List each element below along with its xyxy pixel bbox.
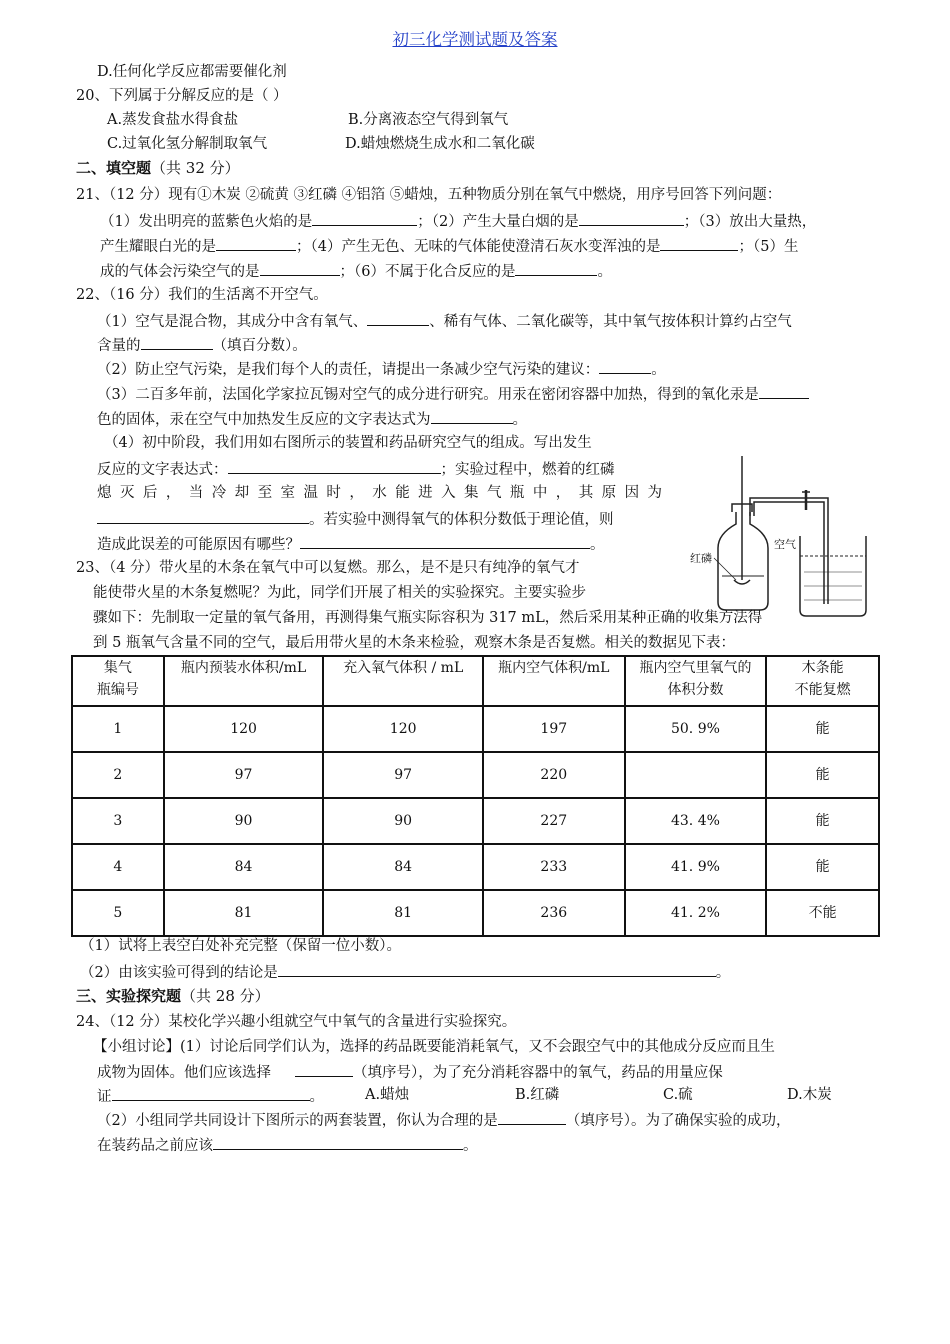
table-cell: 能 (766, 798, 879, 844)
answer-blank[interactable] (112, 1085, 310, 1101)
text-char: 至 (257, 485, 273, 501)
answer-blank[interactable] (367, 310, 429, 326)
column-header: 充入氧气体积 / mL (323, 656, 483, 706)
text-char: 冷 (211, 485, 227, 501)
q24-option-a: A.蜡烛 (365, 1087, 410, 1103)
table-cell: 197 (483, 706, 625, 752)
table-cell: 能 (766, 706, 879, 752)
column-header: 瓶内空气里氧气的 体积分数 (625, 656, 767, 706)
table-row (72, 752, 879, 798)
answer-blank[interactable] (278, 961, 716, 977)
q24-discussion-line5: 在装药品之前应该 。 (97, 1134, 478, 1156)
text-char: 集 (464, 485, 479, 501)
table-cell: 能 (766, 844, 879, 890)
column-header: 瓶内空气体积/mL (483, 656, 625, 706)
q24-option-c: C.硫 (663, 1087, 693, 1103)
text-char: 能 (395, 485, 410, 501)
section2-heading (76, 158, 240, 178)
answer-blank[interactable] (498, 1109, 566, 1125)
text-char: 瓶 (509, 485, 525, 501)
table-cell: 41. 9% (625, 844, 767, 890)
table-cell: 236 (483, 890, 625, 936)
table-cell: 1 (72, 706, 164, 752)
text-char: 入 (441, 485, 456, 501)
table-cell: 不能 (766, 890, 879, 936)
q23-line2: 能使带火星的木条复燃呢？为此，同学们开展了相关的实验探究。主要实验步 (93, 585, 586, 601)
text-char: ， (349, 485, 364, 501)
q24-option-d: D.木炭 (787, 1087, 832, 1103)
text-char: 当 (188, 485, 204, 501)
q24-discussion-line1: 【小组讨论】(1）讨论后同学们认为，选择的药品既要能消耗氧气，又不会跟空气中的其他成分反应而且生 (93, 1039, 775, 1055)
answer-cell[interactable] (625, 752, 767, 798)
q20-option-b: B.分离液态空气得到氧气 (348, 112, 509, 128)
label-air: 空气 (774, 538, 796, 551)
text-char: 进 (418, 485, 433, 501)
answer-blank[interactable] (213, 1134, 463, 1150)
text-char: 原 (601, 485, 617, 501)
answer-blank[interactable] (599, 358, 651, 374)
answer-blank[interactable] (431, 408, 513, 424)
table-cell: 120 (323, 706, 483, 752)
phosphorus-spoon (734, 580, 750, 584)
section3-points: （共 28 分） (181, 987, 270, 1005)
q22-s4-line2: 反应的文字表达式： ；实验过程中，燃着的红磷 (97, 458, 615, 480)
q21-line2: 产生耀眼白光的是 ；（4）产生无色、无味的气体能使澄清石灰水变浑浊的是 ；（5）生 (100, 235, 798, 257)
text-char: 中 (532, 485, 548, 501)
q23-sub2: （2）由该实验可得到的结论是 。 (80, 961, 730, 983)
table-cell: 81 (323, 890, 483, 936)
table-cell: 50. 9% (625, 706, 767, 752)
q22-s3-line1: （3）二百多年前，法国化学家拉瓦锡对空气的成分进行研究。用汞在密闭容器中加热，得到的氧化汞是 (97, 383, 809, 405)
q22-stem: 22、（16 分）我们的生活离不开空气。 (76, 287, 328, 303)
q24-discussion-line3: 证 。 (97, 1085, 324, 1107)
answer-blank[interactable] (141, 334, 213, 350)
table-cell: 220 (483, 752, 625, 798)
text-char: 为 (647, 485, 662, 501)
q20-stem: 20、下列属于分解反应的是（ ） (76, 88, 288, 104)
collecting-bottle (718, 512, 768, 610)
column-header: 集气 瓶编号 (72, 656, 164, 706)
q23-line3: 骤如下：先制取一定量的氧气备用，再测得集气瓶实际容积为 317 mL，然后采用某种正确的收集方法得 (93, 610, 763, 626)
text-char: ， (555, 485, 571, 501)
q22-s3-line2: 色的固体，汞在空气中加热发生反应的文字表达式为 。 (97, 408, 527, 430)
text-char: 后 (142, 485, 158, 501)
page-title[interactable]: 初三化学测试题及答案 (392, 30, 558, 49)
section2-points: （共 32 分） (151, 159, 240, 177)
beaker (800, 536, 866, 616)
table-cell: 90 (164, 798, 324, 844)
q20-option-a: A.蒸发食盐水得食盐 (107, 112, 239, 128)
q20-option-c: C.过氧化氢分解制取氧气 (107, 136, 268, 152)
q21-line1: （1）发出明亮的蓝紫色火焰的是 ；（2）产生大量白烟的是 ；（3）放出大量热， (100, 210, 816, 232)
table-cell: 5 (72, 890, 164, 936)
column-header: 木条能 不能复燃 (766, 656, 879, 706)
answer-blank[interactable] (228, 458, 441, 474)
table-cell: 能 (766, 752, 879, 798)
text-char: 因 (624, 485, 640, 501)
section3-title: 三、实验探究题 (76, 987, 182, 1005)
q19-option-d: D.任何化学反应都需要催化剂 (97, 64, 287, 80)
table-row (72, 844, 879, 890)
table-cell: 227 (483, 798, 625, 844)
text-char: 气 (486, 485, 502, 501)
answer-blank[interactable] (97, 508, 309, 524)
q22-s4-line4: 。若实验中测得氧气的体积分数低于理论值，则 (97, 508, 614, 530)
q23-sub1: （1）试将上表空白处补充完整（保留一位小数）。 (80, 938, 401, 954)
table-cell: 43. 4% (625, 798, 767, 844)
q24-option-b: B.红磷 (515, 1087, 560, 1103)
q22-s4-line3 (97, 483, 662, 503)
connecting-tube (750, 498, 828, 604)
text-char: 时 (326, 485, 341, 501)
table-row (72, 798, 879, 844)
q20-option-d: D.蜡烛燃烧生成水和二氧化碳 (345, 136, 535, 152)
label-phosphorus: 红磷 (690, 552, 712, 565)
table-cell: 120 (164, 706, 324, 752)
text-char: 室 (280, 485, 295, 501)
table-cell: 81 (164, 890, 324, 936)
table-header-row (72, 656, 879, 706)
table-cell: 90 (323, 798, 483, 844)
text-char: ， (165, 485, 181, 501)
section2-title: 二、填空题 (76, 159, 152, 177)
table-cell: 84 (323, 844, 483, 890)
table-cell: 41. 2% (625, 890, 767, 936)
q24-discussion-line4: （2）小组同学共同设计下图所示的两套装置，你认为合理的是 （填序号）。为了确保实验的成功， (97, 1109, 790, 1131)
q23-line4: 到 5 瓶氧气含量不同的空气，最后用带火星的木条来检验，观察木条是否复燃。相关的数据见下表： (93, 635, 735, 651)
q23-line1: 23、（4 分）带火星的木条在氧气中可以复燃。那么，是不是只有纯净的氧气才 (76, 560, 580, 576)
table-row (72, 890, 879, 936)
q22-s1-line2: 含量的 （填百分数）。 (97, 334, 307, 356)
q22-s2: （2）防止空气污染，是我们每个人的责任，请提出一条减少空气污染的建议： 。 (97, 358, 666, 380)
answer-blank[interactable] (515, 260, 597, 276)
table-cell: 84 (164, 844, 324, 890)
table-cell: 3 (72, 798, 164, 844)
answer-blank[interactable] (759, 383, 809, 399)
text-char: 水 (372, 485, 387, 501)
apparatus-figure (688, 452, 888, 622)
q22-s1-line1: （1）空气是混合物，其成分中含有氧气、 、稀有气体、二氧化碳等，其中氧气按体积计算约占空气 (97, 310, 792, 332)
table-cell: 2 (72, 752, 164, 798)
table-cell: 97 (164, 752, 324, 798)
q22-s4-line1: （4）初中阶段，我们用如右图所示的装置和药品研究空气的组成。写出发生 (104, 435, 592, 451)
q24-stem: 24、（12 分）某校化学兴趣小组就空气中氧气的含量进行实验探究。 (76, 1014, 517, 1030)
table-cell: 4 (72, 844, 164, 890)
table-cell: 233 (483, 844, 625, 890)
q21-stem: 21、（12 分）现有①木炭 ②硫黄 ③红磷 ④铝箔 ⑤蜡烛，五种物质分别在氧气中燃烧，用序号回答下列问题： (76, 187, 782, 203)
table-cell: 97 (323, 752, 483, 798)
text-char: 其 (578, 485, 594, 501)
oxygen-data-table (71, 655, 880, 937)
answer-blank[interactable] (660, 235, 738, 251)
text-char: 温 (303, 485, 318, 501)
q24-discussion-line2: 成物为固体。他们应该选择 （填序号），为了充分消耗容器中的氧气，药品的用量应保 (97, 1061, 723, 1083)
text-char: 却 (234, 485, 250, 501)
answer-blank[interactable] (260, 260, 340, 276)
q21-line3: 成的气体会污染空气的是 ；（6）不属于化合反应的是 。 (100, 260, 612, 282)
answer-blank[interactable] (216, 235, 296, 251)
q22-s4-line5: 造成此误差的可能原因有哪些？ 。 (97, 533, 605, 555)
table-row (72, 706, 879, 752)
text-char: 熄 (97, 485, 112, 501)
answer-blank[interactable] (300, 533, 590, 549)
answer-blank[interactable] (579, 210, 684, 226)
column-header: 瓶内预装水体积/mL (164, 656, 324, 706)
answer-blank[interactable] (295, 1061, 353, 1077)
answer-blank[interactable] (312, 210, 417, 226)
section3-heading (76, 986, 270, 1006)
text-char: 灭 (119, 485, 135, 501)
